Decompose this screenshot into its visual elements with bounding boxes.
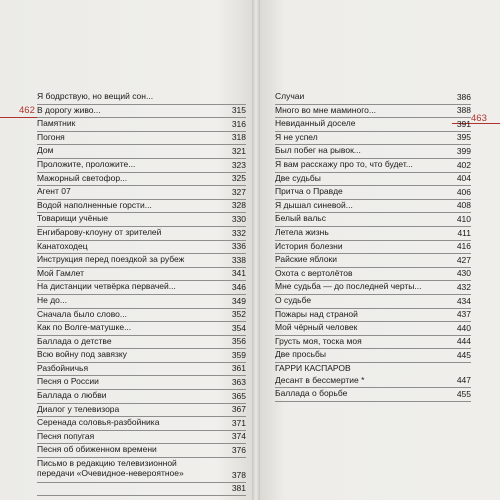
toc-entry-title: Баллада о детстве [37, 335, 112, 346]
right-table-of-contents [275, 91, 471, 402]
toc-entry-title: Притча о Правде [275, 186, 343, 197]
right-page-number: 463 [471, 113, 487, 124]
toc-entry-page: 434 [456, 295, 471, 306]
left-table-of-contents [37, 91, 246, 496]
toc-entry-title: На дистанции четвёрка первачей... [37, 281, 176, 292]
toc-entry-page: 374 [231, 431, 246, 442]
book-spine [252, 0, 260, 500]
toc-entry-title: Песня попугая [37, 430, 95, 441]
toc-entry [37, 254, 246, 268]
toc-entry [37, 390, 246, 404]
toc-entry-page: 338 [231, 254, 246, 265]
toc-entry [37, 118, 246, 132]
toc-entry [275, 295, 471, 309]
toc-entry-title: Песня об обиженном времени [37, 444, 157, 455]
toc-entry-title: Песня о России [37, 376, 99, 387]
toc-entry-title: Погоня [37, 131, 65, 142]
toc-entry [275, 349, 471, 363]
toc-entry [275, 336, 471, 350]
toc-entry-page: 321 [231, 145, 246, 156]
toc-entry-title: Был побег на рывок... [275, 145, 361, 156]
toc-entry-title: Две просьбы [275, 349, 326, 360]
toc-entry-page: 445 [456, 349, 471, 360]
toc-entry-title: В дорогу живо... [37, 104, 101, 115]
toc-entry-page: 430 [456, 268, 471, 279]
toc-entry-page: 416 [456, 241, 471, 252]
toc-entry-page: 386 [456, 91, 471, 102]
toc-entry-title: Баллада о любви [37, 390, 107, 401]
toc-entry [37, 241, 246, 255]
toc-entry [37, 295, 246, 309]
toc-entry [37, 186, 246, 200]
toc-entry [275, 200, 471, 214]
toc-entry-page: 316 [231, 118, 246, 129]
toc-entry-page: 388 [456, 105, 471, 116]
toc-entry [275, 281, 471, 295]
toc-entry-title: Случаи [275, 91, 305, 101]
toc-entry-title: Райские яблоки [275, 254, 338, 265]
toc-entry-page: 315 [231, 105, 246, 116]
toc-entry-page: 346 [231, 281, 246, 292]
toc-entry-title: Проложите, проложите... [37, 158, 136, 169]
toc-entry-page: 408 [456, 200, 471, 211]
toc-entry-page: 359 [231, 349, 246, 360]
toc-entry [37, 105, 246, 119]
toc-entry-title: Грусть моя, тоска моя [275, 335, 362, 346]
toc-entry-title: Белый вальс [275, 213, 326, 224]
toc-entry-page: 395 [456, 132, 471, 143]
toc-entry [37, 268, 246, 282]
toc-entry [37, 227, 246, 241]
toc-entry [275, 132, 471, 146]
toc-entry-title: Памятник [37, 118, 76, 129]
toc-entry-page: 444 [456, 336, 471, 347]
toc-entry [37, 91, 246, 105]
toc-entry [37, 336, 246, 350]
toc-entry-page: 356 [231, 336, 246, 347]
toc-entry-page: 406 [456, 186, 471, 197]
toc-entry [37, 159, 246, 173]
toc-entry-page: 371 [231, 417, 246, 428]
toc-entry [275, 268, 471, 282]
toc-entry [37, 376, 246, 390]
toc-entry-title: Инструкция перед поездкой за рубеж [37, 254, 185, 265]
left-page-number: 462 [19, 105, 35, 116]
toc-entry-page: 318 [231, 132, 246, 143]
toc-entry [275, 363, 471, 375]
toc-entry [275, 105, 471, 119]
toc-entry-title: Много во мне маминого... [275, 104, 376, 115]
toc-entry [37, 213, 246, 227]
toc-entry-page: 354 [231, 322, 246, 333]
toc-entry-title: Я не успел [275, 131, 318, 142]
toc-entry-page: 455 [456, 389, 471, 400]
toc-entry-title: Разбойничья [37, 362, 89, 373]
toc-entry-page: 341 [231, 268, 246, 279]
toc-entry [275, 91, 471, 105]
toc-entry-title: Агент 07 [37, 186, 71, 197]
toc-entry-page: 402 [456, 159, 471, 170]
toc-entry [37, 431, 246, 445]
toc-entry-title: Енгибарову-клоуну от зрителей [37, 226, 162, 237]
toc-entry-page: 376 [231, 445, 246, 456]
toc-entry-title: Мажорный светофор... [37, 172, 128, 183]
toc-entry-title: Охота с вертолётов [275, 267, 353, 278]
toc-entry [37, 417, 246, 431]
toc-entry [37, 458, 246, 483]
toc-entry [37, 404, 246, 418]
toc-entry-title: Десант в бессмертие * [275, 374, 365, 385]
toc-entry [275, 145, 471, 159]
toc-entry-page: 411 [457, 227, 471, 238]
toc-entry-title: Диалог у телевизора [37, 403, 120, 414]
toc-entry-page: 336 [231, 241, 246, 252]
toc-entry-page: 332 [231, 227, 246, 238]
toc-entry-title: Как по Волге-матушке... [37, 322, 132, 333]
toc-entry [275, 388, 471, 402]
toc-entry [37, 309, 246, 323]
toc-entry-title: Две судьбы [275, 172, 321, 183]
toc-entry-title: Мой Гамлет [37, 267, 85, 278]
toc-entry-page: 363 [231, 377, 246, 388]
toc-entry [37, 200, 246, 214]
toc-entry-title: Баллада о борьбе [275, 388, 348, 399]
toc-entry-page: 447 [456, 375, 471, 386]
toc-entry-title: Водой наполненные горсти... [37, 199, 152, 210]
toc-entry-page: 410 [456, 213, 471, 224]
toc-entry [275, 159, 471, 173]
toc-entry-title: Летела жизнь [275, 226, 329, 237]
toc-entry-page: 323 [231, 159, 246, 170]
toc-entry-title: Невиданный доселе [275, 118, 356, 129]
toc-entry [37, 132, 246, 146]
toc-entry-page: 352 [231, 309, 246, 320]
toc-entry-page: 325 [231, 173, 246, 184]
toc-entry-title: О судьбе [275, 294, 312, 305]
toc-entry-page: 404 [456, 173, 471, 184]
toc-entry [37, 363, 246, 377]
toc-entry-page: 432 [456, 281, 471, 292]
toc-entry [275, 375, 471, 389]
toc-entry [275, 322, 471, 336]
toc-entry-title: Канатоходец [37, 240, 88, 251]
toc-entry [275, 309, 471, 323]
toc-entry [37, 349, 246, 363]
toc-entry-page: 327 [231, 186, 246, 197]
toc-entry [37, 145, 246, 159]
toc-entry-title: Не до... [37, 294, 67, 305]
toc-entry-page: 427 [456, 254, 471, 265]
toc-entry-page: 391 [456, 118, 471, 129]
toc-entry-title: Мой чёрный человек [275, 322, 358, 333]
toc-entry [275, 241, 471, 255]
toc-entry [37, 444, 246, 458]
toc-entry-title: Мне судьба — до последней черты... [275, 281, 422, 292]
toc-entry [37, 281, 246, 295]
toc-entry-page: 399 [456, 145, 471, 156]
toc-entry [37, 173, 246, 187]
toc-entry-page: 361 [231, 363, 246, 374]
toc-entry-title: Я бодрствую, но вещий сон... [37, 91, 154, 101]
toc-entry-title: Я вам расскажу про то, что будет... [275, 158, 413, 169]
toc-entry-title: Сначала было слово... [37, 308, 127, 319]
toc-entry-page: 378 [231, 469, 246, 480]
toc-entry-title: ГАРРИ КАСПАРОВ [275, 362, 351, 373]
toc-entry [275, 254, 471, 268]
toc-entry [275, 186, 471, 200]
toc-entry [275, 118, 471, 132]
toc-entry-page: 381 [231, 483, 246, 494]
toc-entry-title: Товарищи учёные [37, 213, 108, 224]
toc-entry [275, 173, 471, 187]
toc-entry-title: Серенада соловья-разбойника [37, 417, 160, 428]
toc-entry [275, 213, 471, 227]
toc-entry-title: Всю войну под завязку [37, 349, 127, 360]
toc-entry-title: История болезни [275, 240, 343, 251]
toc-entry-page: 437 [456, 309, 471, 320]
toc-entry [275, 227, 471, 241]
toc-entry-title: Пожары над страной [275, 308, 358, 319]
toc-entry-title: Письмо в редакцию телевизионной передачи «Очевидное-невероятное» [37, 458, 184, 479]
toc-entry-page: 328 [231, 200, 246, 211]
toc-entry-title: Я дышал синевой... [275, 199, 353, 210]
toc-entry-page: 330 [231, 213, 246, 224]
toc-entry-page: 365 [231, 390, 246, 401]
toc-entry-title: Дом [37, 145, 54, 156]
toc-entry-page: 349 [231, 295, 246, 306]
toc-entry [37, 483, 246, 497]
toc-entry-page: 367 [231, 404, 246, 415]
toc-entry-page: 440 [456, 322, 471, 333]
toc-entry [37, 322, 246, 336]
